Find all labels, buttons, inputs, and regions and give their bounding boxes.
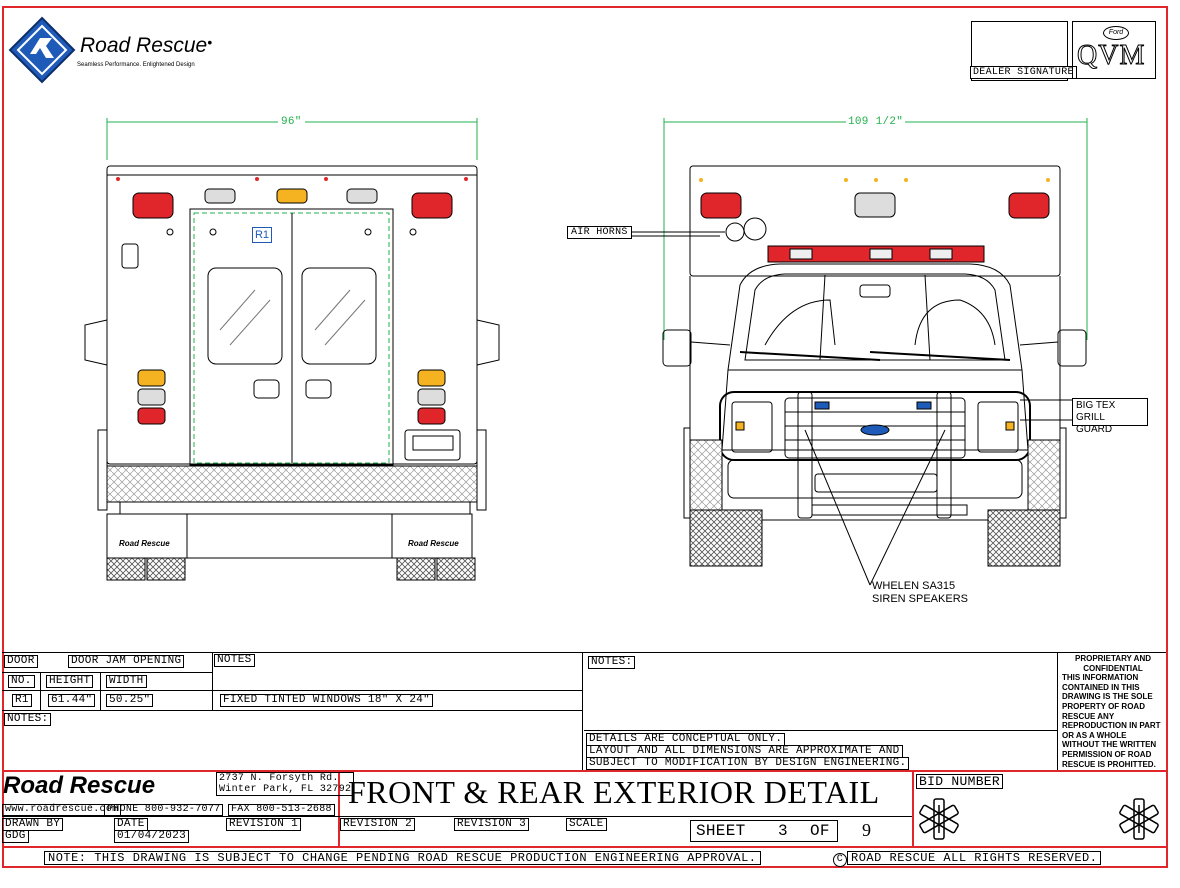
bid-number-label: BID NUMBER [916,774,1003,789]
proprietary-line: WITHOUT THE WRITTEN [1062,740,1157,750]
table-rule [582,652,583,770]
copyright-icon: C [833,853,847,867]
of-label: OF [810,822,830,840]
qvm-text: QVM [1077,40,1146,71]
row-no: R1 [12,694,32,707]
air-horns-callout: AIR HORNS [567,226,632,239]
proprietary-line: PROPERTY OF ROAD [1062,701,1145,711]
row-notes: FIXED TINTED WINDOWS 18" X 24" [220,694,433,707]
door-label: DOOR [4,655,38,668]
table-rule [2,710,582,711]
title-block-divider [912,770,914,848]
footer-copyright [833,851,1101,867]
notes-label: NOTES [214,654,255,667]
revision3-label: REVISION 3 [454,818,529,831]
revision1-label: REVISION 1 [226,818,301,831]
footer-note-text: NOTE: THIS DRAWING IS SUBJECT TO CHANGE PENDING ROAD RESCUE PRODUCTION ENGINEERING APPROVAL. [44,851,761,865]
proprietary-title2: CONFIDENTIAL [1083,663,1143,673]
grill-guard-line2: GUARD [1076,424,1113,435]
brand-name: Road Rescue• [80,34,213,57]
title-block-rule [2,816,912,817]
title-block-fax: FAX 800-513-2688 [228,804,335,816]
title-block-website[interactable]: www.roadrescue.com [2,804,121,816]
proprietary-line: CONTAINED IN THIS [1062,682,1140,692]
jam-label: DOOR JAM OPENING [68,655,184,668]
title-block-address [216,772,354,796]
front-width-dimension: 109 1/2" [848,116,904,128]
proprietary-title1: PROPRIETARY AND [1074,654,1151,663]
table-rule [100,672,101,710]
notes-line1: DETAILS ARE CONCEPTUAL ONLY. [586,733,785,745]
row-height: 61.44" [48,694,95,707]
table-rule [40,672,41,710]
drawn-by-value: GDG [2,830,29,843]
r1-door-tag: R1 [252,227,272,243]
table-rule [212,652,213,710]
sheet-total: 9 [862,820,871,840]
notes-line2: LAYOUT AND ALL DIMENSIONS ARE APPROXIMATE AND [586,745,903,757]
star-of-life-icon [916,796,962,842]
width-label: WIDTH [106,675,147,688]
proprietary-line: OR AS A WHOLE [1062,730,1127,740]
title-block-bottom-rule [2,846,1168,848]
height-label: HEIGHT [46,675,93,688]
footer-copyright-text: ROAD RESCUE ALL RIGHTS RESERVED. [847,851,1101,865]
address-line1: 2737 N. Forsyth Rd. [219,773,339,784]
title-block-top-rule [2,770,1168,772]
drawn-by-label: DRAWN BY [2,818,63,831]
table-rule [1057,652,1058,770]
brand-tagline: Seamless Performance. Enlightened Design [77,62,195,68]
notes-line3: SUBJECT TO MODIFICATION BY DESIGN ENGINEERING. [586,757,909,770]
proprietary-line: DRAWING IS THE SOLE [1062,692,1153,702]
proprietary-notice [1062,654,1164,769]
rear-width-dimension: 96" [281,116,302,128]
proprietary-line: REPRODUCTION IN PART [1062,721,1161,731]
address-line2: Winter Park, FL 32792 [219,784,352,795]
title-block-phone: PHONE 800-932-7077 [104,804,223,816]
mudflap-right-logo: Road Rescue [408,539,459,548]
proprietary-line: RESCUE ANY [1062,711,1115,721]
title-block-company: Road Rescue [3,772,156,799]
siren-line1: WHELEN SA315 [872,580,956,592]
row-width: 50.25" [106,694,153,707]
revision2-label: REVISION 2 [340,818,415,831]
proprietary-line: THIS INFORMATION [1062,673,1139,683]
footer-note [44,851,761,865]
siren-callout [872,580,968,606]
no-label: NO. [8,675,35,688]
dealer-signature-label: DEALER SIGNATURE [970,66,1077,79]
mudflap-left-logo: Road Rescue [119,539,170,548]
table-rule [2,690,582,691]
date-label: DATE [114,818,148,831]
table-rule [584,730,1057,731]
sheet-label: SHEET [696,822,746,840]
star-of-life-icon [1116,796,1162,842]
grill-guard-line1: BIG TEX GRILL [1076,400,1116,423]
scale-label: SCALE [566,818,607,831]
sheet-number: 3 [778,822,788,840]
notes-panel-label: NOTES: [588,656,635,669]
proprietary-line: PERMISSION OF ROAD [1062,749,1152,759]
siren-line2: SIREN SPEAKERS [872,593,968,605]
notes2-label: NOTES: [4,713,51,726]
date-value: 01/04/2023 [114,830,189,843]
ford-oval-icon: Ford [1103,26,1129,40]
table-rule [2,672,212,673]
table-top-rule [2,652,1166,653]
notes-panel-text [586,733,909,770]
proprietary-line: RESCUE IS PROHITTED. [1062,759,1156,769]
drawing-title: FRONT & REAR EXTERIOR DETAIL [348,774,880,810]
grill-guard-callout [1072,398,1148,435]
